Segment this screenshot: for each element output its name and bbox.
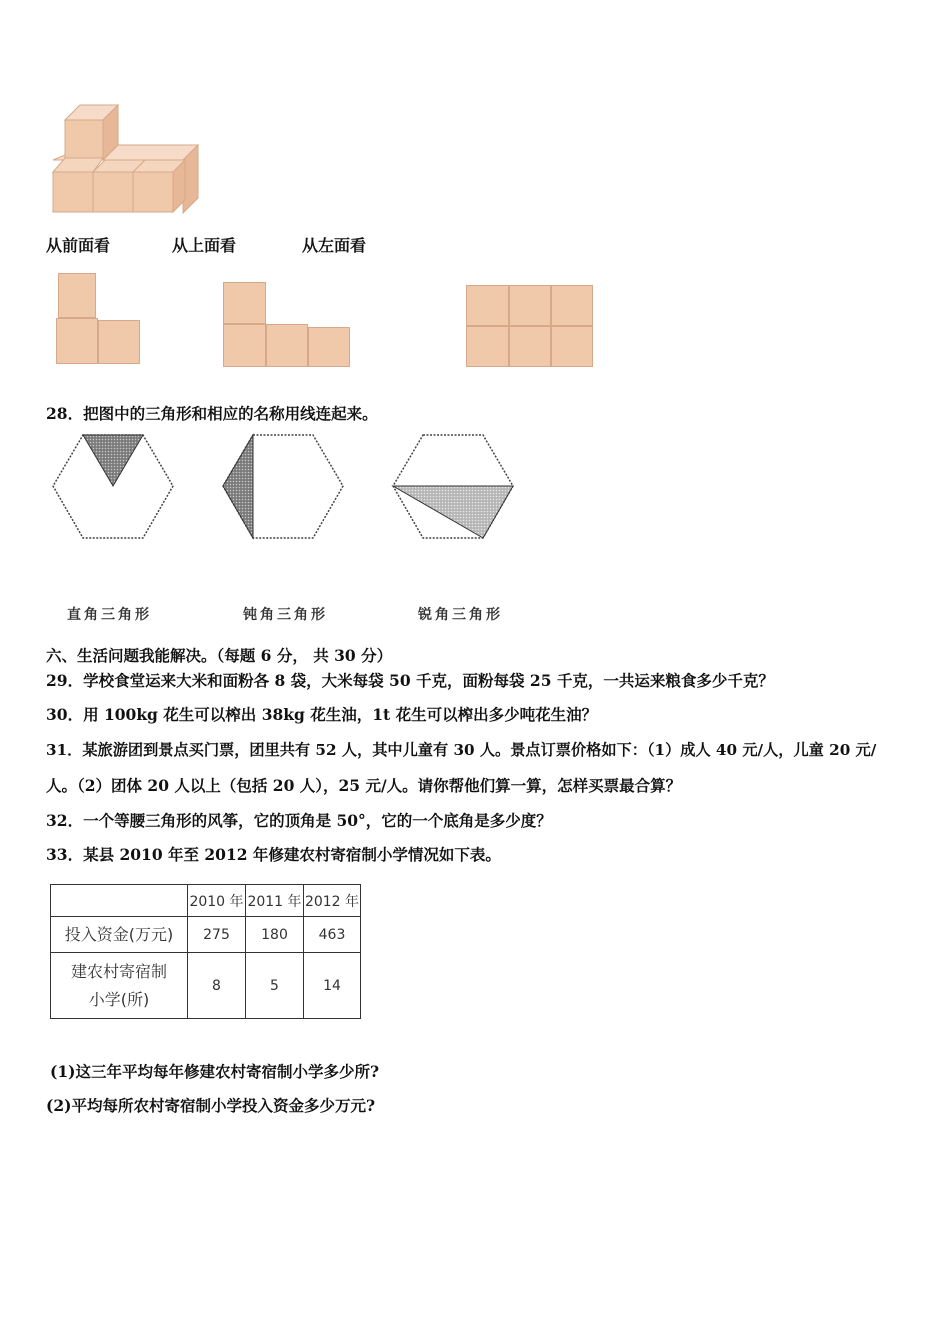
table-header-empty — [51, 885, 188, 917]
subquestion-2: (2)平均每所农村寄宿制小学投入资金多少万元? — [46, 1096, 376, 1115]
table-header-2011: 2011 年 — [246, 885, 304, 917]
table-row-label-schools-line1: 建农村寄宿制 — [70, 961, 167, 981]
hexagon-obtuse-triangle — [390, 432, 516, 542]
table-cell: 5 — [246, 953, 304, 1019]
cube-stack-figure — [48, 100, 208, 218]
triangle-label-acute: 锐角三角形 — [418, 607, 503, 623]
left-view-figure — [466, 285, 594, 367]
table-header-2012: 2012 年 — [304, 885, 361, 917]
triangle-label-obtuse: 钝角三角形 — [243, 607, 328, 623]
hexagon-acute-triangle — [50, 432, 176, 542]
table-cell: 14 — [304, 953, 361, 1019]
subquestion-1: (1)这三年平均每年修建农村寄宿制小学多少所? — [50, 1062, 380, 1081]
section-6-title: 六、生活问题我能解决。（每题 6 分， 共 30 分） — [46, 646, 393, 665]
table-row-label-investment: 投入资金(万元) — [51, 917, 188, 953]
triangle-label-right: 直角三角形 — [67, 607, 152, 623]
table-cell: 8 — [188, 953, 246, 1019]
front-view-label: 从前面看 — [46, 236, 111, 255]
question-31-line1: 31．某旅游团到景点买门票，团里共有 52 人，其中儿童有 30 人。景点订票价格如下：（1）成人 40 元/人，儿童 20 元/ — [46, 741, 877, 759]
table-row-label-schools-line2: 小学(所) — [88, 989, 150, 1009]
table-cell: 463 — [304, 917, 361, 953]
question-28: 28．把图中的三角形和相应的名称用线连起来。 — [46, 404, 378, 423]
hexagon-right-triangle — [220, 432, 346, 542]
table-row — [51, 917, 361, 953]
table-cell: 180 — [246, 917, 304, 953]
question-33: 33．某县 2010 年至 2012 年修建农村寄宿制小学情况如下表。 — [46, 845, 501, 864]
table-header-row — [51, 885, 361, 917]
front-view-figure — [56, 273, 142, 365]
question-30: 30．用 100kg 花生可以榨出 38kg 花生油，1t 花生可以榨出多少吨花生油？ — [46, 705, 598, 724]
question-31-line2: 人。（2）团体 20 人以上（包括 20 人），25 元/人。请你帮他们算一算，怎样买票最合算？ — [46, 776, 682, 795]
table-cell: 275 — [188, 917, 246, 953]
table-header-2010: 2010 年 — [188, 885, 246, 917]
schools-table — [50, 884, 361, 1019]
question-32: 32．一个等腰三角形的风筝，它的顶角是 50°，它的一个底角是多少度？ — [46, 811, 552, 830]
question-29: 29．学校食堂运来大米和面粉各 8 袋，大米每袋 50 千克，面粉每袋 25 千克，一共运来粮食多少千克？ — [46, 671, 774, 690]
left-view-label: 从左面看 — [302, 236, 367, 255]
table-row-label-schools — [51, 953, 188, 1019]
top-view-label: 从上面看 — [172, 236, 237, 255]
top-view-figure — [223, 282, 351, 368]
table-row — [51, 953, 361, 1019]
